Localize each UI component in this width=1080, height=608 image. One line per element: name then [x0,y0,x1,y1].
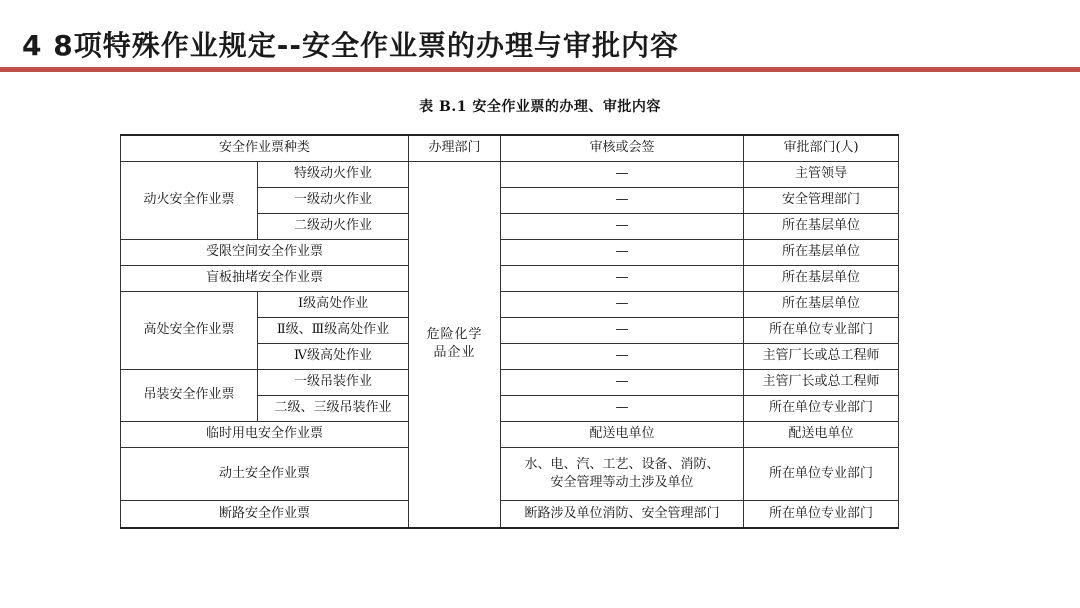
group-lift: 吊装安全作业票 [121,369,258,421]
header-review: 审核或会签 [501,135,744,161]
table-row [121,161,899,187]
table-row [121,291,899,317]
row-approver: 主管领导 [744,161,899,187]
row-approver: 所在基层单位 [744,291,899,317]
row-review: — [501,343,744,369]
row-sub: 一级动火作业 [258,187,409,213]
row-approver: 所在单位专业部门 [744,500,899,528]
row-approver: 所在单位专业部门 [744,395,899,421]
row-review: — [501,291,744,317]
row-sub: 二级、三级吊装作业 [258,395,409,421]
row-approver: 所在基层单位 [744,213,899,239]
row-review: — [501,265,744,291]
row-review: — [501,395,744,421]
row-approver: 所在基层单位 [744,265,899,291]
row-sub: 特级动火作业 [258,161,409,187]
row-sub: Ⅳ级高处作业 [258,343,409,369]
row-approver: 所在单位专业部门 [744,317,899,343]
row-review: — [501,161,744,187]
row-approver: 主管厂长或总工程师 [744,343,899,369]
row-review [501,447,744,500]
row-approver: 所在基层单位 [744,239,899,265]
table-row [121,421,899,447]
row-sub: 一级吊装作业 [258,369,409,395]
row-review: — [501,239,744,265]
work-permit-table [120,134,899,529]
slide-title: 4 8项特殊作业规定--安全作业票的办理与审批内容 [22,29,679,62]
header-approver: 审批部门(人) [744,135,899,161]
row-review: — [501,317,744,343]
row-review: — [501,213,744,239]
row-review: 配送电单位 [501,421,744,447]
dept-line1: 危险化学 [426,327,483,343]
review-line1: 水、电、汽、工艺、设备、消防、 [524,456,720,472]
row-approver: 主管厂长或总工程师 [744,369,899,395]
table-caption: 表 B.1 安全作业票的办理、审批内容 [419,99,661,115]
row-type: 盲板抽堵安全作业票 [121,265,409,291]
row-review: — [501,369,744,395]
dept-line2: 品企业 [433,345,476,361]
table-row [121,369,899,395]
title-divider [0,67,1080,72]
row-sub: 二级动火作业 [258,213,409,239]
row-type: 动土安全作业票 [121,447,409,500]
table-row [121,265,899,291]
group-fire: 动火安全作业票 [121,161,258,239]
row-approver: 安全管理部门 [744,187,899,213]
table-row [121,500,899,528]
row-sub: Ⅱ级、Ⅲ级高处作业 [258,317,409,343]
group-height: 高处安全作业票 [121,291,258,369]
table-row [121,239,899,265]
review-line2: 安全管理等动土涉及单位 [550,474,694,490]
header-dept: 办理部门 [409,135,501,161]
row-approver: 所在单位专业部门 [744,447,899,500]
row-type: 断路安全作业票 [121,500,409,528]
row-approver: 配送电单位 [744,421,899,447]
row-review: 断路涉及单位消防、安全管理部门 [501,500,744,528]
header-type: 安全作业票种类 [121,135,409,161]
row-type: 临时用电安全作业票 [121,421,409,447]
table-header-row [121,135,899,161]
row-sub: Ⅰ级高处作业 [258,291,409,317]
row-type: 受限空间安全作业票 [121,239,409,265]
dept-cell [409,161,501,528]
table-row [121,447,899,500]
row-review: — [501,187,744,213]
